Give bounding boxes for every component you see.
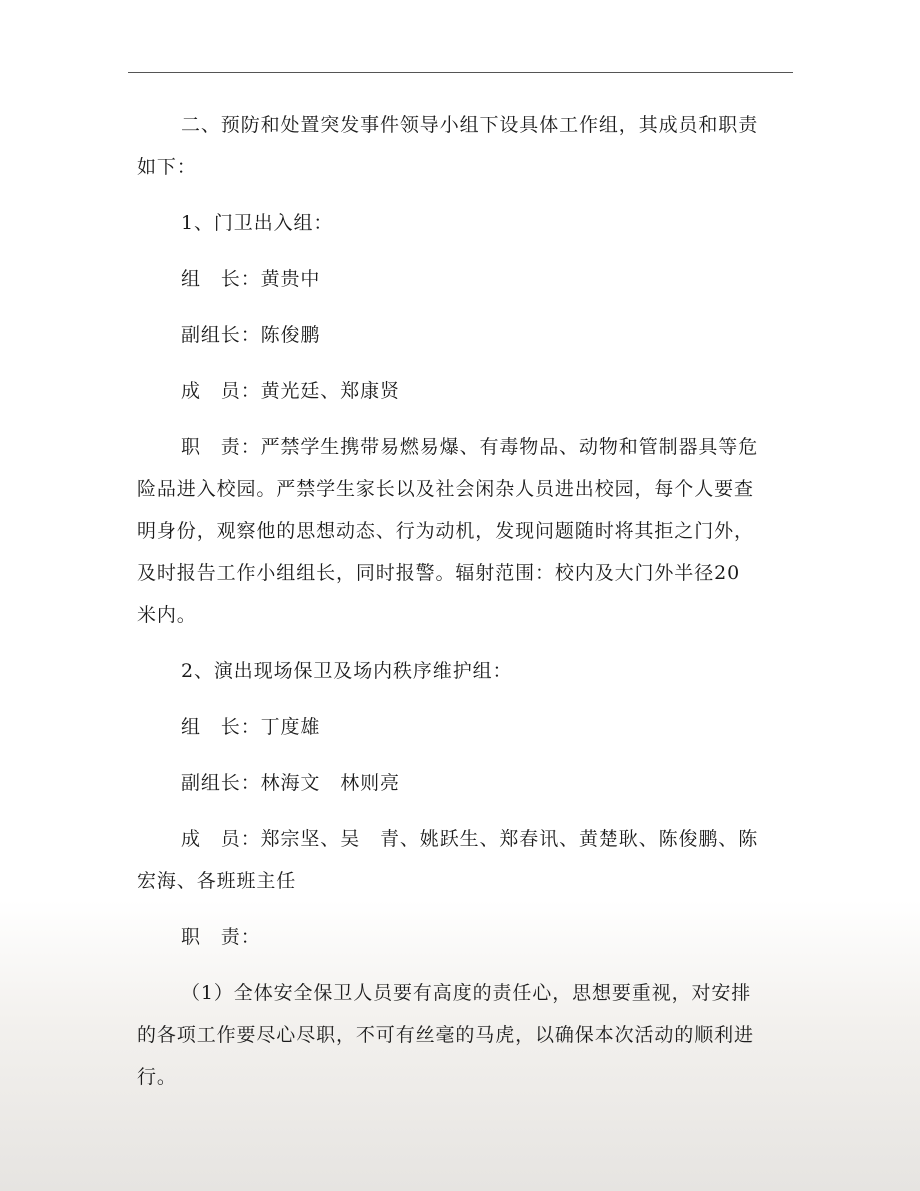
text-line: 宏海、各班班主任 (137, 870, 297, 892)
text-line: 米内。 (137, 604, 197, 626)
text-line: 2、演出现场保卫及场内秩序维护组： (181, 660, 513, 682)
text-line: 副组长：林海文 林则亮 (181, 772, 400, 794)
text-line: 及时报告工作小组组长，同时报警。辐射范围：校内及大门外半径20 (137, 562, 741, 584)
text-line: 二、预防和处置突发事件领导小组下设具体工作组，其成员和职责 (181, 114, 759, 136)
text-line: 明身份，观察他的思想动态、行为动机，发现问题随时将其拒之门外， (137, 520, 754, 542)
paragraph-group2-title (137, 650, 787, 692)
text-line: 的各项工作要尽心尽职，不可有丝毫的马虎，以确保本次活动的顺利进 (137, 1024, 754, 1046)
paragraph-group1-members (137, 370, 787, 412)
paragraph-group2-duties-label (137, 916, 787, 958)
text-line: 1、门卫出入组： (181, 212, 334, 234)
document-body (137, 104, 787, 1098)
paragraph-group2-leader (137, 706, 787, 748)
text-line: 成 员：黄光廷、郑康贤 (181, 380, 400, 402)
paragraph-group1-title (137, 202, 787, 244)
paragraph-intro (137, 104, 787, 188)
header-rule (128, 72, 793, 73)
paragraph-group1-duties (137, 426, 787, 636)
text-line: 成 员：郑宗坚、吴 青、姚跃生、郑春讯、黄楚耿、陈俊鹏、陈 (181, 828, 759, 850)
text-line: （1）全体安全保卫人员要有高度的责任心，思想要重视，对安排 (181, 982, 752, 1004)
paragraph-group2-duty-1 (137, 972, 787, 1098)
text-line: 组 长：丁度雄 (181, 716, 321, 738)
text-line: 职 责： (181, 926, 261, 948)
text-line: 如下： (137, 156, 197, 178)
paragraph-group1-leader (137, 258, 787, 300)
text-line: 险品进入校园。严禁学生家长以及社会闲杂人员进出校园，每个人要查 (137, 478, 754, 500)
paragraph-group2-deputy (137, 762, 787, 804)
text-line: 职 责：严禁学生携带易燃易爆、有毒物品、动物和管制器具等危 (181, 436, 759, 458)
paragraph-group2-members (137, 818, 787, 902)
text-line: 组 长：黄贵中 (181, 268, 321, 290)
text-line: 副组长：陈俊鹏 (181, 324, 321, 346)
text-line: 行。 (137, 1066, 177, 1088)
paragraph-group1-deputy (137, 314, 787, 356)
